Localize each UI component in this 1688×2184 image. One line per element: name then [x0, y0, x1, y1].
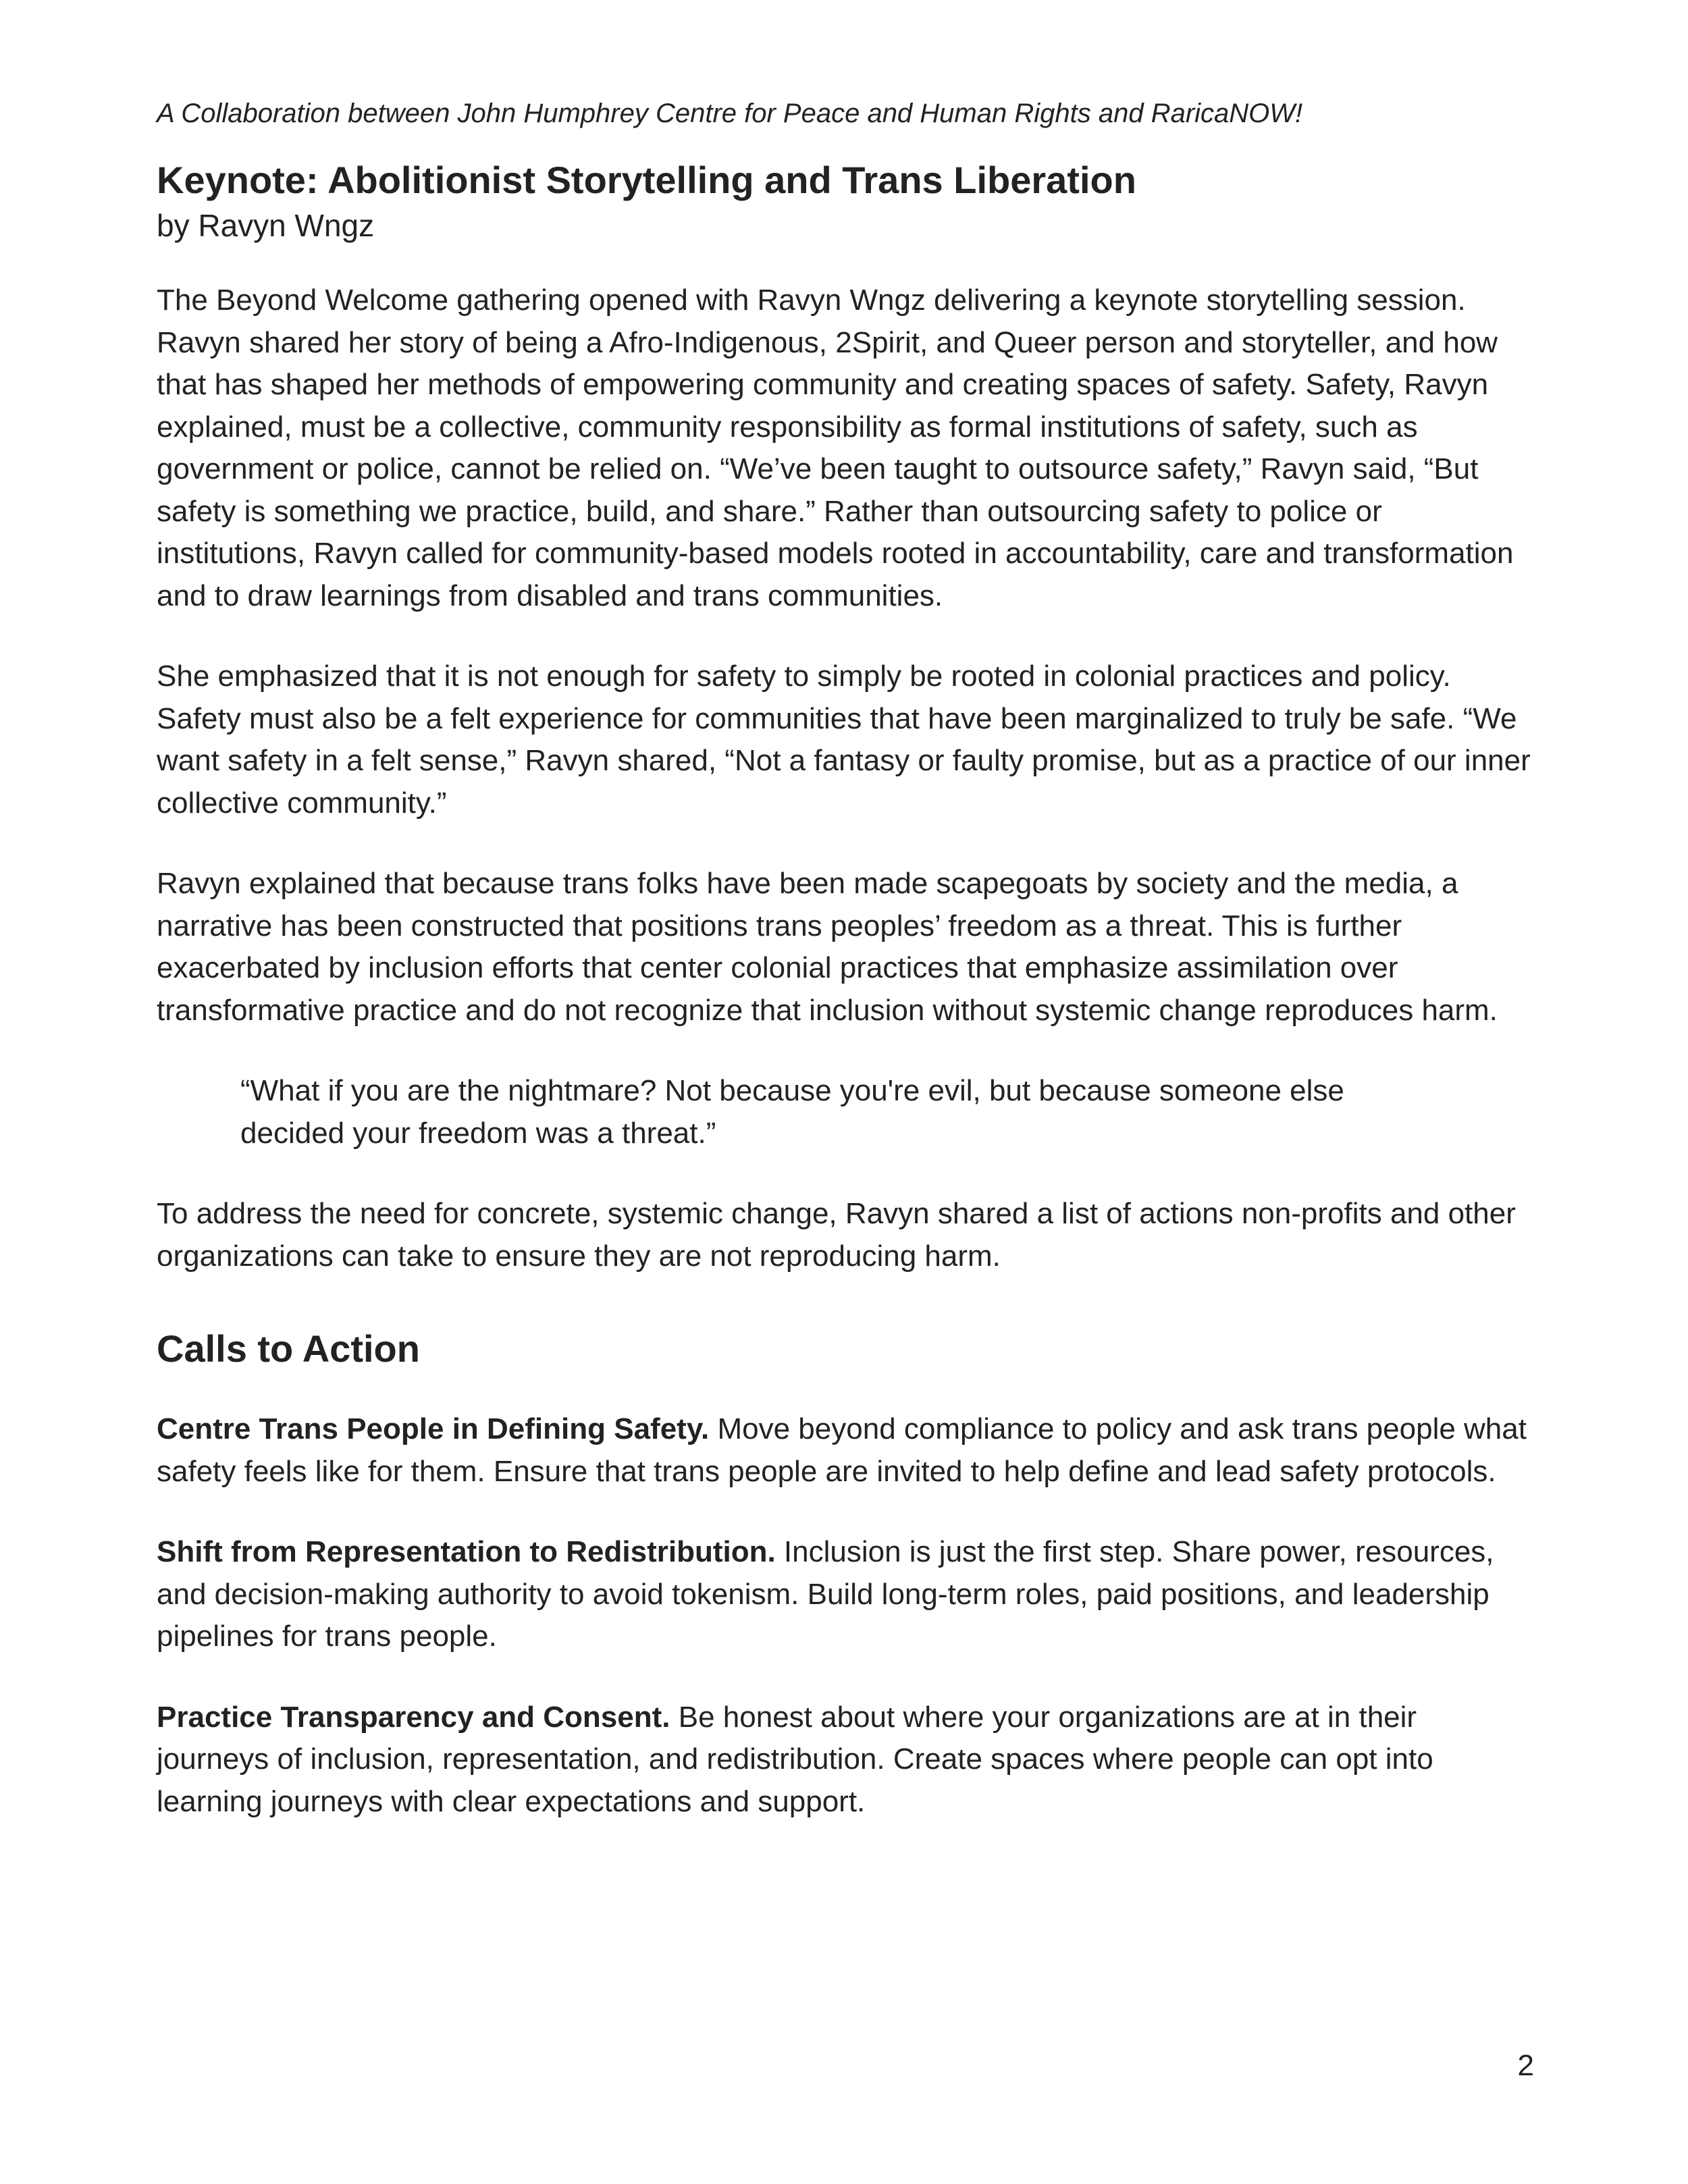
action-item-redistribution — [157, 1531, 1534, 1658]
page-content — [157, 95, 1534, 1861]
author-byline: by Ravyn Wngz — [157, 208, 375, 243]
section-heading-calls-to-action: Calls to Action — [157, 1327, 420, 1370]
action-text: Be honest about where your organizations are at in their journeys of inclusion, representation, and redistribution. Create spaces where people can opt into learning journeys with clear expectations and support. — [157, 1700, 1433, 1818]
action-item-centre-trans-people — [157, 1408, 1534, 1493]
paragraph-scapegoats: Ravyn explained that because trans folks have been made scapegoats by society and the media, a narrative has been constructed that positions trans peoples’ freedom as a threat. This is further exacerbated by inclusion efforts that center colonial practices that emphasize assimilation over transformative practice and do not recognize that inclusion without systemic change reproduces harm. — [157, 867, 1498, 1027]
action-title: Practice Transparency and Consent. — [157, 1700, 670, 1734]
action-title: Centre Trans People in Defining Safety. — [157, 1412, 710, 1445]
paragraph-opening: The Beyond Welcome gathering opened with Ravyn Wngz delivering a keynote storytelling session. Ravyn shared her story of being a Afro-Indigenous, 2Spirit, and Queer person and storyteller, and how that has shaped her methods of empowering community and creating spaces of safety. Safety, Ravyn explained, must be a collective, community responsibility as formal institutions of safety, such as government or police, cannot be relied on. “We’ve been taught to outsource safety,” Ravyn said, “But safety is something we practice, build, and share.” Rather than outsourcing safety to police or institutions, Ravyn called for community-based models rooted in accountability, care and transformation and to draw learnings from disabled and trans communities. — [157, 284, 1514, 612]
collaboration-note: A Collaboration between John Humphrey Centre for Peace and Human Rights and RaricaNOW! — [157, 99, 1303, 128]
action-item-transparency — [157, 1697, 1534, 1823]
page-number: 2 — [1517, 2049, 1534, 2082]
paragraph-felt-safety: She emphasized that it is not enough for safety to simply be rooted in colonial practices and policy. Safety must also be a felt experience for communities that have been marginalized to truly be safe. “We want safety in a felt sense,” Ravyn shared, “Not a fantasy or faulty promise, but as a practice of our inner collective community.” — [157, 660, 1531, 820]
block-quote: “What if you are the nightmare? Not because you're evil, but because someone else decided your freedom was a threat.” — [240, 1074, 1344, 1150]
action-title: Shift from Representation to Redistribution. — [157, 1535, 776, 1568]
action-text: Move beyond compliance to policy and ask trans people what safety feels like for them. Ensure that trans people are invited to help define and lead safety protocols. — [157, 1412, 1527, 1488]
paragraph-actions-intro: To address the need for concrete, systemic change, Ravyn shared a list of actions non-profits and other organizations can take to ensure they are not reproducing harm. — [157, 1197, 1516, 1273]
action-text: Inclusion is just the first step. Share power, resources, and decision-making authority to avoid tokenism. Build long-term roles, paid positions, and leadership pipelines for trans people. — [157, 1535, 1494, 1653]
page-title: Keynote: Abolitionist Storytelling and Trans Liberation — [157, 159, 1136, 201]
